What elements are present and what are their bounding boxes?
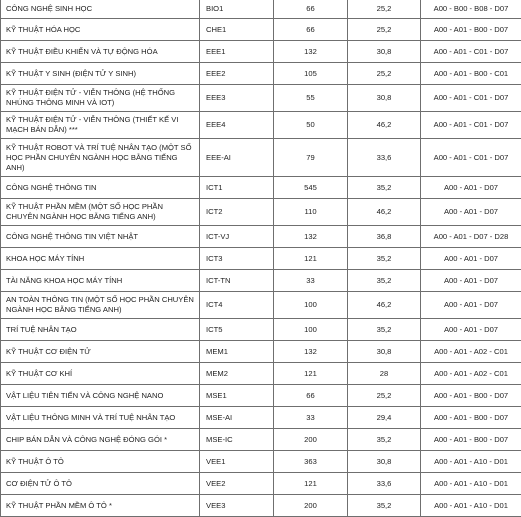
table-row [1, 112, 521, 139]
cutoff-score: 35,2 [348, 270, 421, 292]
program-name: CÔNG NGHỆ THÔNG TIN [1, 177, 200, 199]
program-quota: 100 [274, 319, 348, 341]
subject-combinations: A00 - A01 - A10 - D01 [421, 495, 521, 517]
program-name: KỸ THUẬT ĐIỆN TỬ - VIỄN THÔNG (HỆ THỐNG NHÚNG THÔNG MINH VÀ IOT) [1, 85, 200, 112]
program-quota: 100 [274, 292, 348, 319]
program-name: VẬT LIỆU TIÊN TIẾN VÀ CÔNG NGHỆ NANO [1, 385, 200, 407]
program-name: KỸ THUẬT HÓA HỌC [1, 19, 200, 41]
table-row [1, 226, 521, 248]
cutoff-score: 33,6 [348, 139, 421, 177]
program-name: TÀI NĂNG KHOA HỌC MÁY TÍNH [1, 270, 200, 292]
program-quota: 105 [274, 63, 348, 85]
table-body [1, 0, 521, 517]
table-row [1, 41, 521, 63]
cutoff-score: 25,2 [348, 19, 421, 41]
program-quota: 121 [274, 363, 348, 385]
subject-combinations: A00 - A01 - D07 [421, 199, 521, 226]
cutoff-score: 46,2 [348, 292, 421, 319]
cutoff-score: 30,8 [348, 41, 421, 63]
program-name: CÔNG NGHỆ SINH HỌC [1, 0, 200, 19]
program-quota: 200 [274, 429, 348, 451]
program-code: MSE-IC [200, 429, 274, 451]
program-quota: 50 [274, 112, 348, 139]
program-code: ICT-VJ [200, 226, 274, 248]
table-row [1, 429, 521, 451]
program-name: KỸ THUẬT ĐIỆN TỬ - VIỄN THÔNG (THIẾT KẾ VI MẠCH BÁN DẪN) *** [1, 112, 200, 139]
table-row [1, 199, 521, 226]
subject-combinations: A00 - A01 - A02 - C01 [421, 341, 521, 363]
table-row [1, 0, 521, 19]
program-code: EEE2 [200, 63, 274, 85]
table-row [1, 85, 521, 112]
program-quota: 121 [274, 473, 348, 495]
subject-combinations: A00 - A01 - D07 - D28 [421, 226, 521, 248]
program-code: VEE2 [200, 473, 274, 495]
table-row [1, 363, 521, 385]
subject-combinations: A00 - A01 - D07 [421, 177, 521, 199]
subject-combinations: A00 - A01 - C01 - D07 [421, 41, 521, 63]
program-name: KHOA HỌC MÁY TÍNH [1, 248, 200, 270]
program-name: CÔNG NGHỆ THÔNG TIN VIỆT NHẬT [1, 226, 200, 248]
program-quota: 363 [274, 451, 348, 473]
table-row [1, 407, 521, 429]
program-code: VEE1 [200, 451, 274, 473]
subject-combinations: A00 - A01 - D07 [421, 248, 521, 270]
cutoff-score: 30,8 [348, 85, 421, 112]
program-name: VẬT LIỆU THÔNG MINH VÀ TRÍ TUỆ NHÂN TẠO [1, 407, 200, 429]
program-quota: 66 [274, 0, 348, 19]
subject-combinations: A00 - A01 - D07 [421, 270, 521, 292]
cutoff-score: 46,2 [348, 112, 421, 139]
program-name: KỸ THUẬT CƠ ĐIỆN TỬ [1, 341, 200, 363]
table-row [1, 451, 521, 473]
program-name: KỸ THUẬT Ô TÔ [1, 451, 200, 473]
program-quota: 66 [274, 19, 348, 41]
program-code: ICT4 [200, 292, 274, 319]
table-row [1, 385, 521, 407]
table-row [1, 292, 521, 319]
subject-combinations: A00 - A01 - B00 - D07 [421, 385, 521, 407]
cutoff-score: 33,6 [348, 473, 421, 495]
program-code: MEM2 [200, 363, 274, 385]
program-code: MSE-AI [200, 407, 274, 429]
program-name: KỸ THUẬT ROBOT VÀ TRÍ TUỆ NHÂN TẠO (MỘT SỐ HỌC PHẦN CHUYÊN NGÀNH HỌC BẰNG TIẾNG ANH) [1, 139, 200, 177]
table-row [1, 473, 521, 495]
program-quota: 55 [274, 85, 348, 112]
subject-combinations: A00 - A01 - C01 - D07 [421, 112, 521, 139]
program-quota: 132 [274, 341, 348, 363]
subject-combinations: A00 - A01 - C01 - D07 [421, 139, 521, 177]
subject-combinations: A00 - A01 - B00 - D07 [421, 19, 521, 41]
program-quota: 66 [274, 385, 348, 407]
cutoff-score: 30,8 [348, 341, 421, 363]
program-name: AN TOÀN THÔNG TIN (MỘT SỐ HỌC PHẦN CHUYÊN NGÀNH HỌC BẰNG TIẾNG ANH) [1, 292, 200, 319]
table-row [1, 270, 521, 292]
subject-combinations: A00 - A01 - D07 [421, 319, 521, 341]
program-name: KỸ THUẬT CƠ KHÍ [1, 363, 200, 385]
program-name: TRÍ TUỆ NHÂN TẠO [1, 319, 200, 341]
subject-combinations: A00 - A01 - D07 [421, 292, 521, 319]
subject-combinations: A00 - A01 - B00 - D07 [421, 407, 521, 429]
program-code: CHE1 [200, 19, 274, 41]
program-code: EEE1 [200, 41, 274, 63]
program-code: ICT-TN [200, 270, 274, 292]
program-code: EEE3 [200, 85, 274, 112]
cutoff-score: 25,2 [348, 385, 421, 407]
cutoff-score: 35,2 [348, 248, 421, 270]
program-name: KỸ THUẬT ĐIỀU KHIỂN VÀ TỰ ĐỘNG HÓA [1, 41, 200, 63]
program-name: CƠ ĐIỆN TỬ Ô TÔ [1, 473, 200, 495]
program-quota: 200 [274, 495, 348, 517]
program-code: ICT1 [200, 177, 274, 199]
subject-combinations: A00 - A01 - A10 - D01 [421, 451, 521, 473]
cutoff-score: 36,8 [348, 226, 421, 248]
cutoff-score: 28 [348, 363, 421, 385]
table-row [1, 19, 521, 41]
program-code: VEE3 [200, 495, 274, 517]
program-quota: 121 [274, 248, 348, 270]
program-name: CHIP BÁN DẪN VÀ CÔNG NGHỆ ĐÓNG GÓI * [1, 429, 200, 451]
table-row [1, 495, 521, 517]
subject-combinations: A00 - A01 - B00 - C01 [421, 63, 521, 85]
cutoff-score: 25,2 [348, 63, 421, 85]
program-code: MEM1 [200, 341, 274, 363]
program-code: ICT3 [200, 248, 274, 270]
table-row [1, 248, 521, 270]
cutoff-score: 30,8 [348, 451, 421, 473]
program-name: KỸ THUẬT PHẦN MỀM Ô TÔ * [1, 495, 200, 517]
program-code: ICT5 [200, 319, 274, 341]
program-quota: 79 [274, 139, 348, 177]
cutoff-score: 35,2 [348, 495, 421, 517]
cutoff-score: 35,2 [348, 319, 421, 341]
subject-combinations: A00 - A01 - A10 - D01 [421, 473, 521, 495]
subject-combinations: A00 - B00 - B08 - D07 [421, 0, 521, 19]
cutoff-score: 46,2 [348, 199, 421, 226]
table-row [1, 63, 521, 85]
program-code: EEE4 [200, 112, 274, 139]
program-quota: 33 [274, 270, 348, 292]
subject-combinations: A00 - A01 - A02 - C01 [421, 363, 521, 385]
table-row [1, 319, 521, 341]
program-quota: 545 [274, 177, 348, 199]
program-name: KỸ THUẬT PHẦN MỀM (MỘT SỐ HỌC PHẦN CHUYÊN NGÀNH HỌC BẰNG TIẾNG ANH) [1, 199, 200, 226]
cutoff-score: 35,2 [348, 429, 421, 451]
program-code: ICT2 [200, 199, 274, 226]
table-row [1, 177, 521, 199]
program-code: MSE1 [200, 385, 274, 407]
cutoff-score: 29,4 [348, 407, 421, 429]
subject-combinations: A00 - A01 - B00 - D07 [421, 429, 521, 451]
subject-combinations: A00 - A01 - C01 - D07 [421, 85, 521, 112]
program-quota: 132 [274, 41, 348, 63]
program-quota: 110 [274, 199, 348, 226]
program-quota: 132 [274, 226, 348, 248]
program-code: EEE-AI [200, 139, 274, 177]
table-row [1, 139, 521, 177]
cutoff-score: 25,2 [348, 0, 421, 19]
program-code: BIO1 [200, 0, 274, 19]
cutoff-score: 35,2 [348, 177, 421, 199]
program-quota: 33 [274, 407, 348, 429]
program-name: KỸ THUẬT Y SINH (ĐIỆN TỬ Y SINH) [1, 63, 200, 85]
table-row [1, 341, 521, 363]
